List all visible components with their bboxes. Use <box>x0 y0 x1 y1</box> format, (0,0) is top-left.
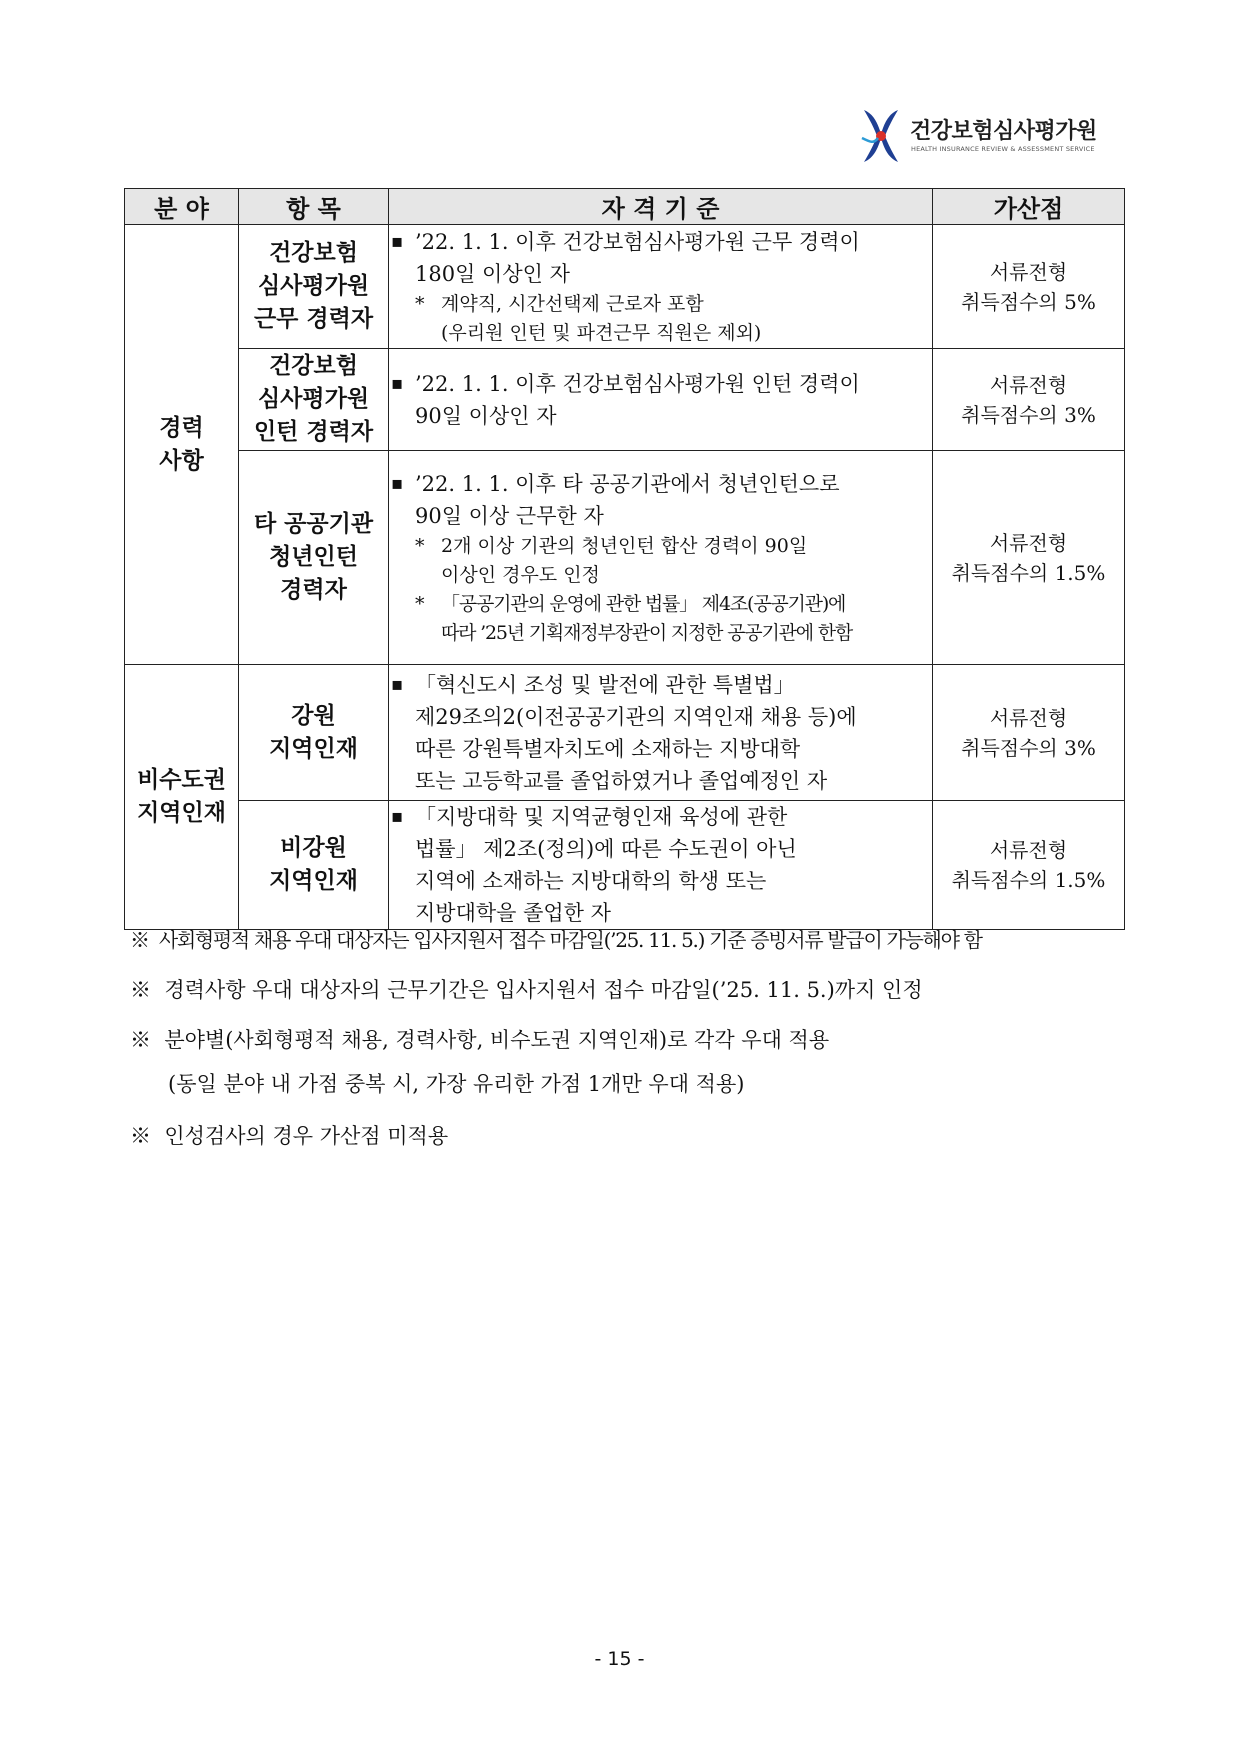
criteria-cell <box>389 451 933 665</box>
item-other-intern: 타 공공기관 청년인턴 경력자 <box>239 451 389 665</box>
table-row <box>125 665 1125 801</box>
footnote-mark: ※ <box>130 928 149 952</box>
bonus-points: 서류전형 취득점수의 5% <box>933 225 1125 349</box>
criteria-bullet: ▪ 「혁신도시 조성 및 발전에 관한 특별법」 제29조의2(이전공공기관의 지역인재 채용 등)에 따른 강원특별자치도에 소재하는 지방대학 또는 고등학교를 졸업하였거나 졸업예정인 자 <box>389 669 932 797</box>
criteria-note: * 2개 이상 기관의 청년인턴 합산 경력이 90일 <box>415 534 808 557</box>
criteria-cell <box>389 225 933 349</box>
table-header-row <box>125 189 1125 225</box>
bonus-points: 서류전형 취득점수의 1.5% <box>933 801 1125 930</box>
criteria-note-cont: 따라 ’25년 기획재정부장관이 지정한 공공기관에 한함 <box>441 621 853 644</box>
criteria-cell <box>389 665 933 801</box>
table-row <box>125 801 1125 930</box>
org-name: 건강보험심사평가원 <box>910 119 1097 144</box>
footnote: ※ 분야별(사회형평적 채용, 경력사항, 비수도권 지역인재)로 각각 우대 적용 <box>130 1028 830 1052</box>
category-region: 비수도권 지역인재 <box>125 665 239 930</box>
item-hira-career: 건강보험 심사평가원 근무 경력자 <box>239 225 389 349</box>
criteria-cell <box>389 801 933 930</box>
criteria-note-cont: (우리원 인턴 및 파견근무 직원은 제외) <box>441 321 762 344</box>
bonus-points: 서류전형 취득점수의 3% <box>933 349 1125 451</box>
header-criteria: 자 격 기 준 <box>389 189 933 225</box>
bonus-points: 서류전형 취득점수의 3% <box>933 665 1125 801</box>
header-field: 분 야 <box>125 189 239 225</box>
criteria-bullet: ▪ 「지방대학 및 지역균형인재 육성에 관한 법률」 제2조(정의)에 따른 수도권이 아닌 지역에 소재하는 지방대학의 학생 또는 지방대학을 졸업한 자 <box>389 801 932 929</box>
criteria-bullet: ▪ ’22. 1. 1. 이후 타 공공기관에서 청년인턴으로 90일 이상 근무한 자 <box>389 468 932 532</box>
criteria-cell <box>389 349 933 451</box>
bonus-criteria-table <box>124 188 1125 930</box>
header-item: 항 목 <box>239 189 389 225</box>
criteria-note: * 계약직, 시간선택제 근로자 포함 <box>389 290 932 319</box>
footnote: ※ 인성검사의 경우 가산점 미적용 <box>130 1124 449 1148</box>
footnote: ※ 사회형평적 채용 우대 대상자는 입사지원서 접수 마감일(’25. 11. 5.) 기준 증빙서류 발급이 가능해야 함 <box>130 928 982 952</box>
table-row <box>125 225 1125 349</box>
table-row <box>125 451 1125 665</box>
category-career: 경력 사항 <box>125 225 239 665</box>
item-hira-intern: 건강보험 심사평가원 인턴 경력자 <box>239 349 389 451</box>
criteria-bullet: ▪ ’22. 1. 1. 이후 건강보험심사평가원 근무 경력이 180일 이상인 자 <box>389 226 932 290</box>
table-row <box>125 349 1125 451</box>
page-number: - 15 - <box>594 1648 645 1670</box>
header-bonus: 가산점 <box>933 189 1125 225</box>
criteria-note: * 「공공기관의 운영에 관한 법률」 제4조(공공기관)에 <box>415 592 846 615</box>
criteria-note-cont: 이상인 경우도 인정 <box>441 563 600 586</box>
org-logo-icon <box>858 108 904 164</box>
footnote-cont: (동일 분야 내 가점 중복 시, 가장 유리한 가점 1개만 우대 적용) <box>168 1072 745 1096</box>
criteria-bullet: ▪ ’22. 1. 1. 이후 건강보험심사평가원 인턴 경력이 90일 이상인 자 <box>389 368 932 432</box>
note-star: * <box>415 292 425 315</box>
bonus-points: 서류전형 취득점수의 1.5% <box>933 451 1125 665</box>
org-subtitle: HEALTH INSURANCE REVIEW & ASSESSMENT SERVICE <box>911 145 1095 153</box>
item-gangwon: 강원 지역인재 <box>239 665 389 801</box>
org-logo <box>858 108 1118 166</box>
item-non-gangwon: 비강원 지역인재 <box>239 801 389 930</box>
footnote: ※ 경력사항 우대 대상자의 근무기간은 입사지원서 접수 마감일(’25. 11. 5.)까지 인정 <box>130 978 923 1002</box>
